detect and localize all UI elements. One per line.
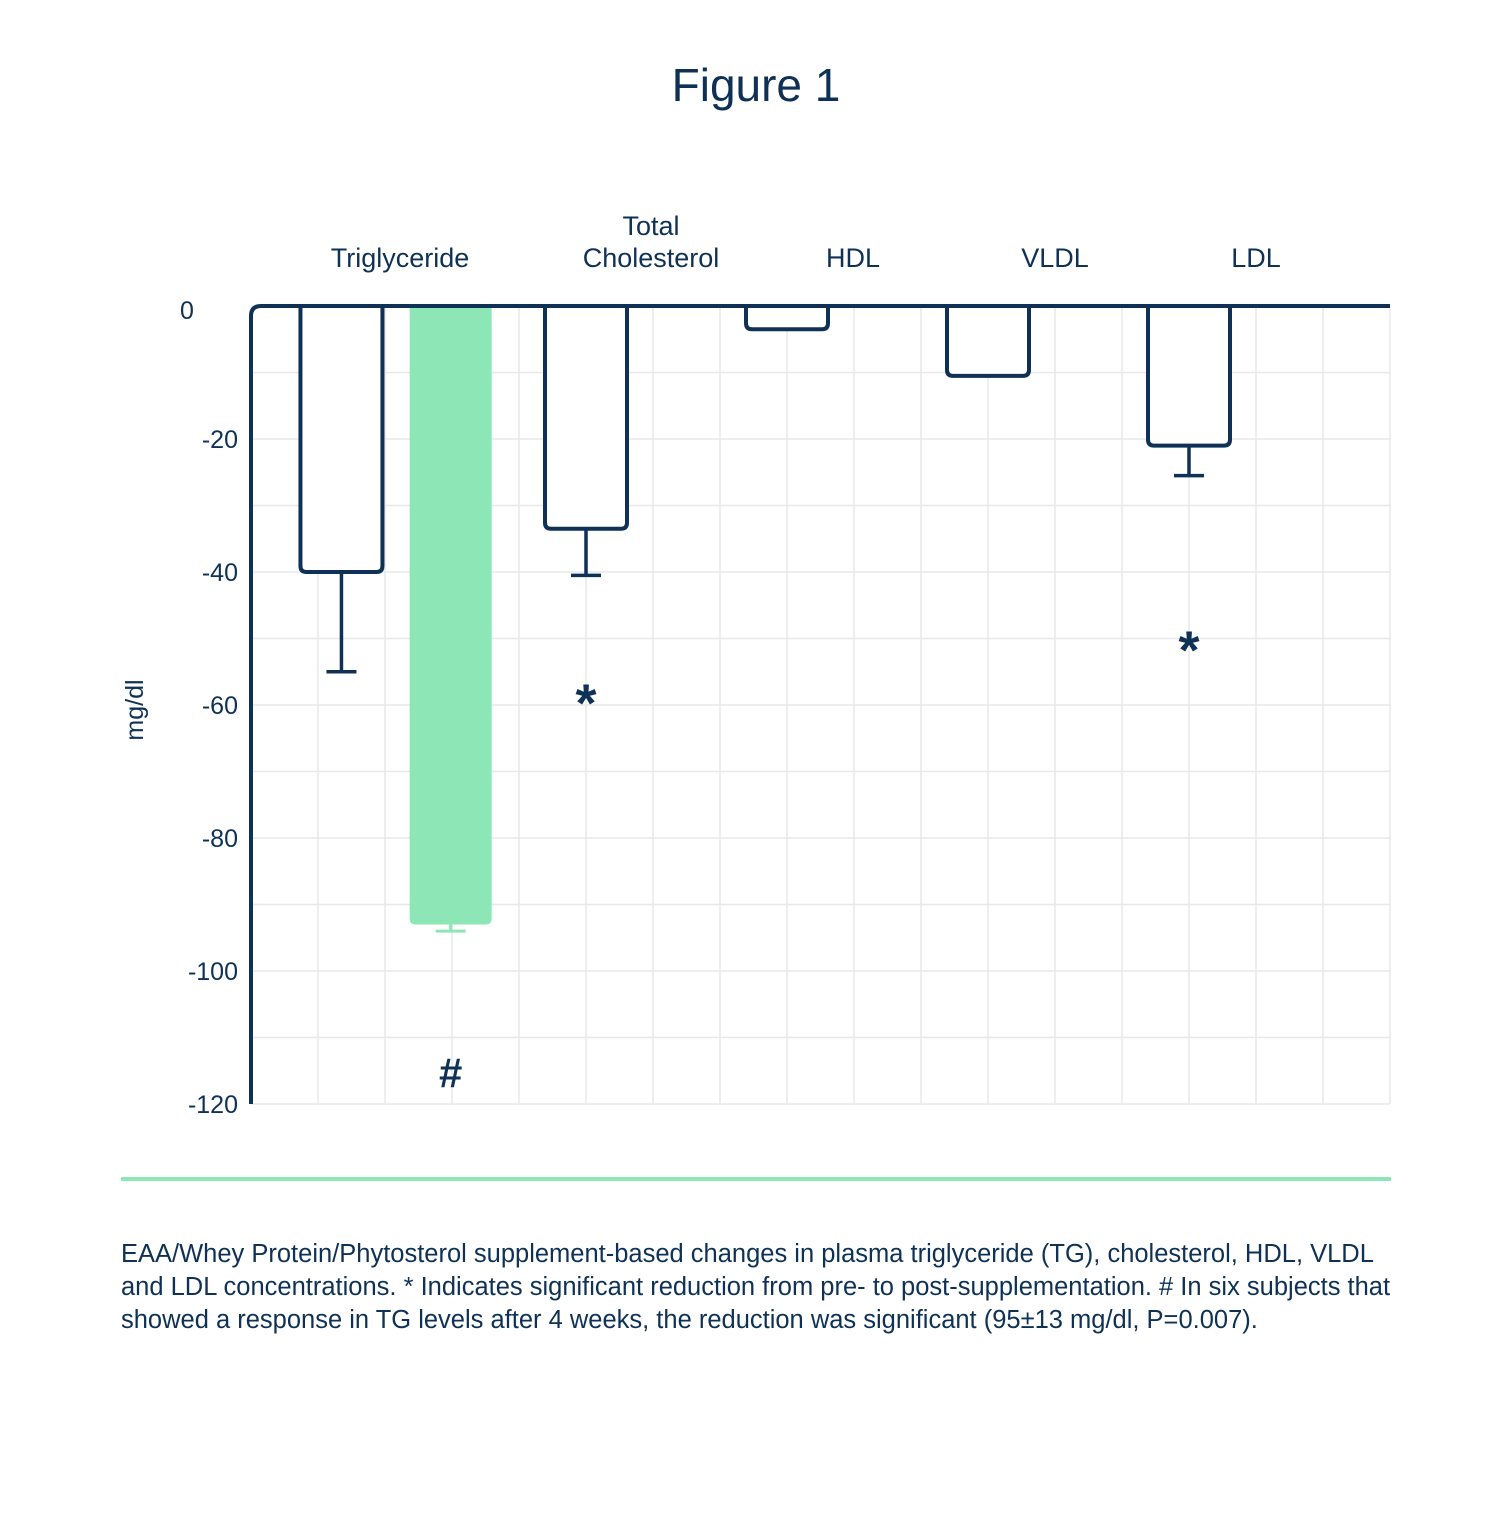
chart-title: Figure 1	[671, 59, 841, 111]
y-tick-label: -80	[201, 825, 238, 853]
category-label: HDL	[825, 243, 881, 273]
labels	[121, 211, 1281, 1119]
y-tick-label: -20	[201, 426, 238, 454]
significance-marker: *	[575, 673, 597, 734]
significance-marker: #	[438, 1049, 463, 1097]
y-tick-label: 0	[180, 297, 194, 325]
bar	[410, 306, 492, 924]
y-axis-label: mg/dl	[121, 679, 149, 741]
category-label: Total	[622, 211, 680, 241]
category-label: Triglyceride	[330, 243, 470, 273]
y-tick-label: -100	[187, 958, 238, 986]
bar	[1148, 306, 1230, 446]
category-label: VLDL	[1021, 243, 1089, 273]
significance-marker: *	[1178, 620, 1200, 681]
bar	[746, 306, 828, 329]
category-label: LDL	[1231, 243, 1281, 273]
bar	[947, 306, 1029, 376]
y-tick-label: -60	[201, 692, 238, 720]
category-label: Cholesterol	[582, 243, 720, 273]
bar	[300, 306, 382, 572]
y-tick-label: -40	[201, 559, 238, 587]
bar	[545, 306, 627, 529]
divider-line	[121, 1177, 1391, 1181]
figure-caption: EAA/Whey Protein/Phytosterol supplement-based changes in plasma triglyceride (TG), cholesterol, HDL, VLDL and LDL concentrations. * Indicates significant reduction from pre- to post-supplementation. # In six subjects that showed a response in TG levels after 4 weeks, the reduction was significant (95±13 mg/dl, P=0.007).	[121, 1240, 1391, 1334]
y-tick-label: -120	[187, 1091, 238, 1119]
